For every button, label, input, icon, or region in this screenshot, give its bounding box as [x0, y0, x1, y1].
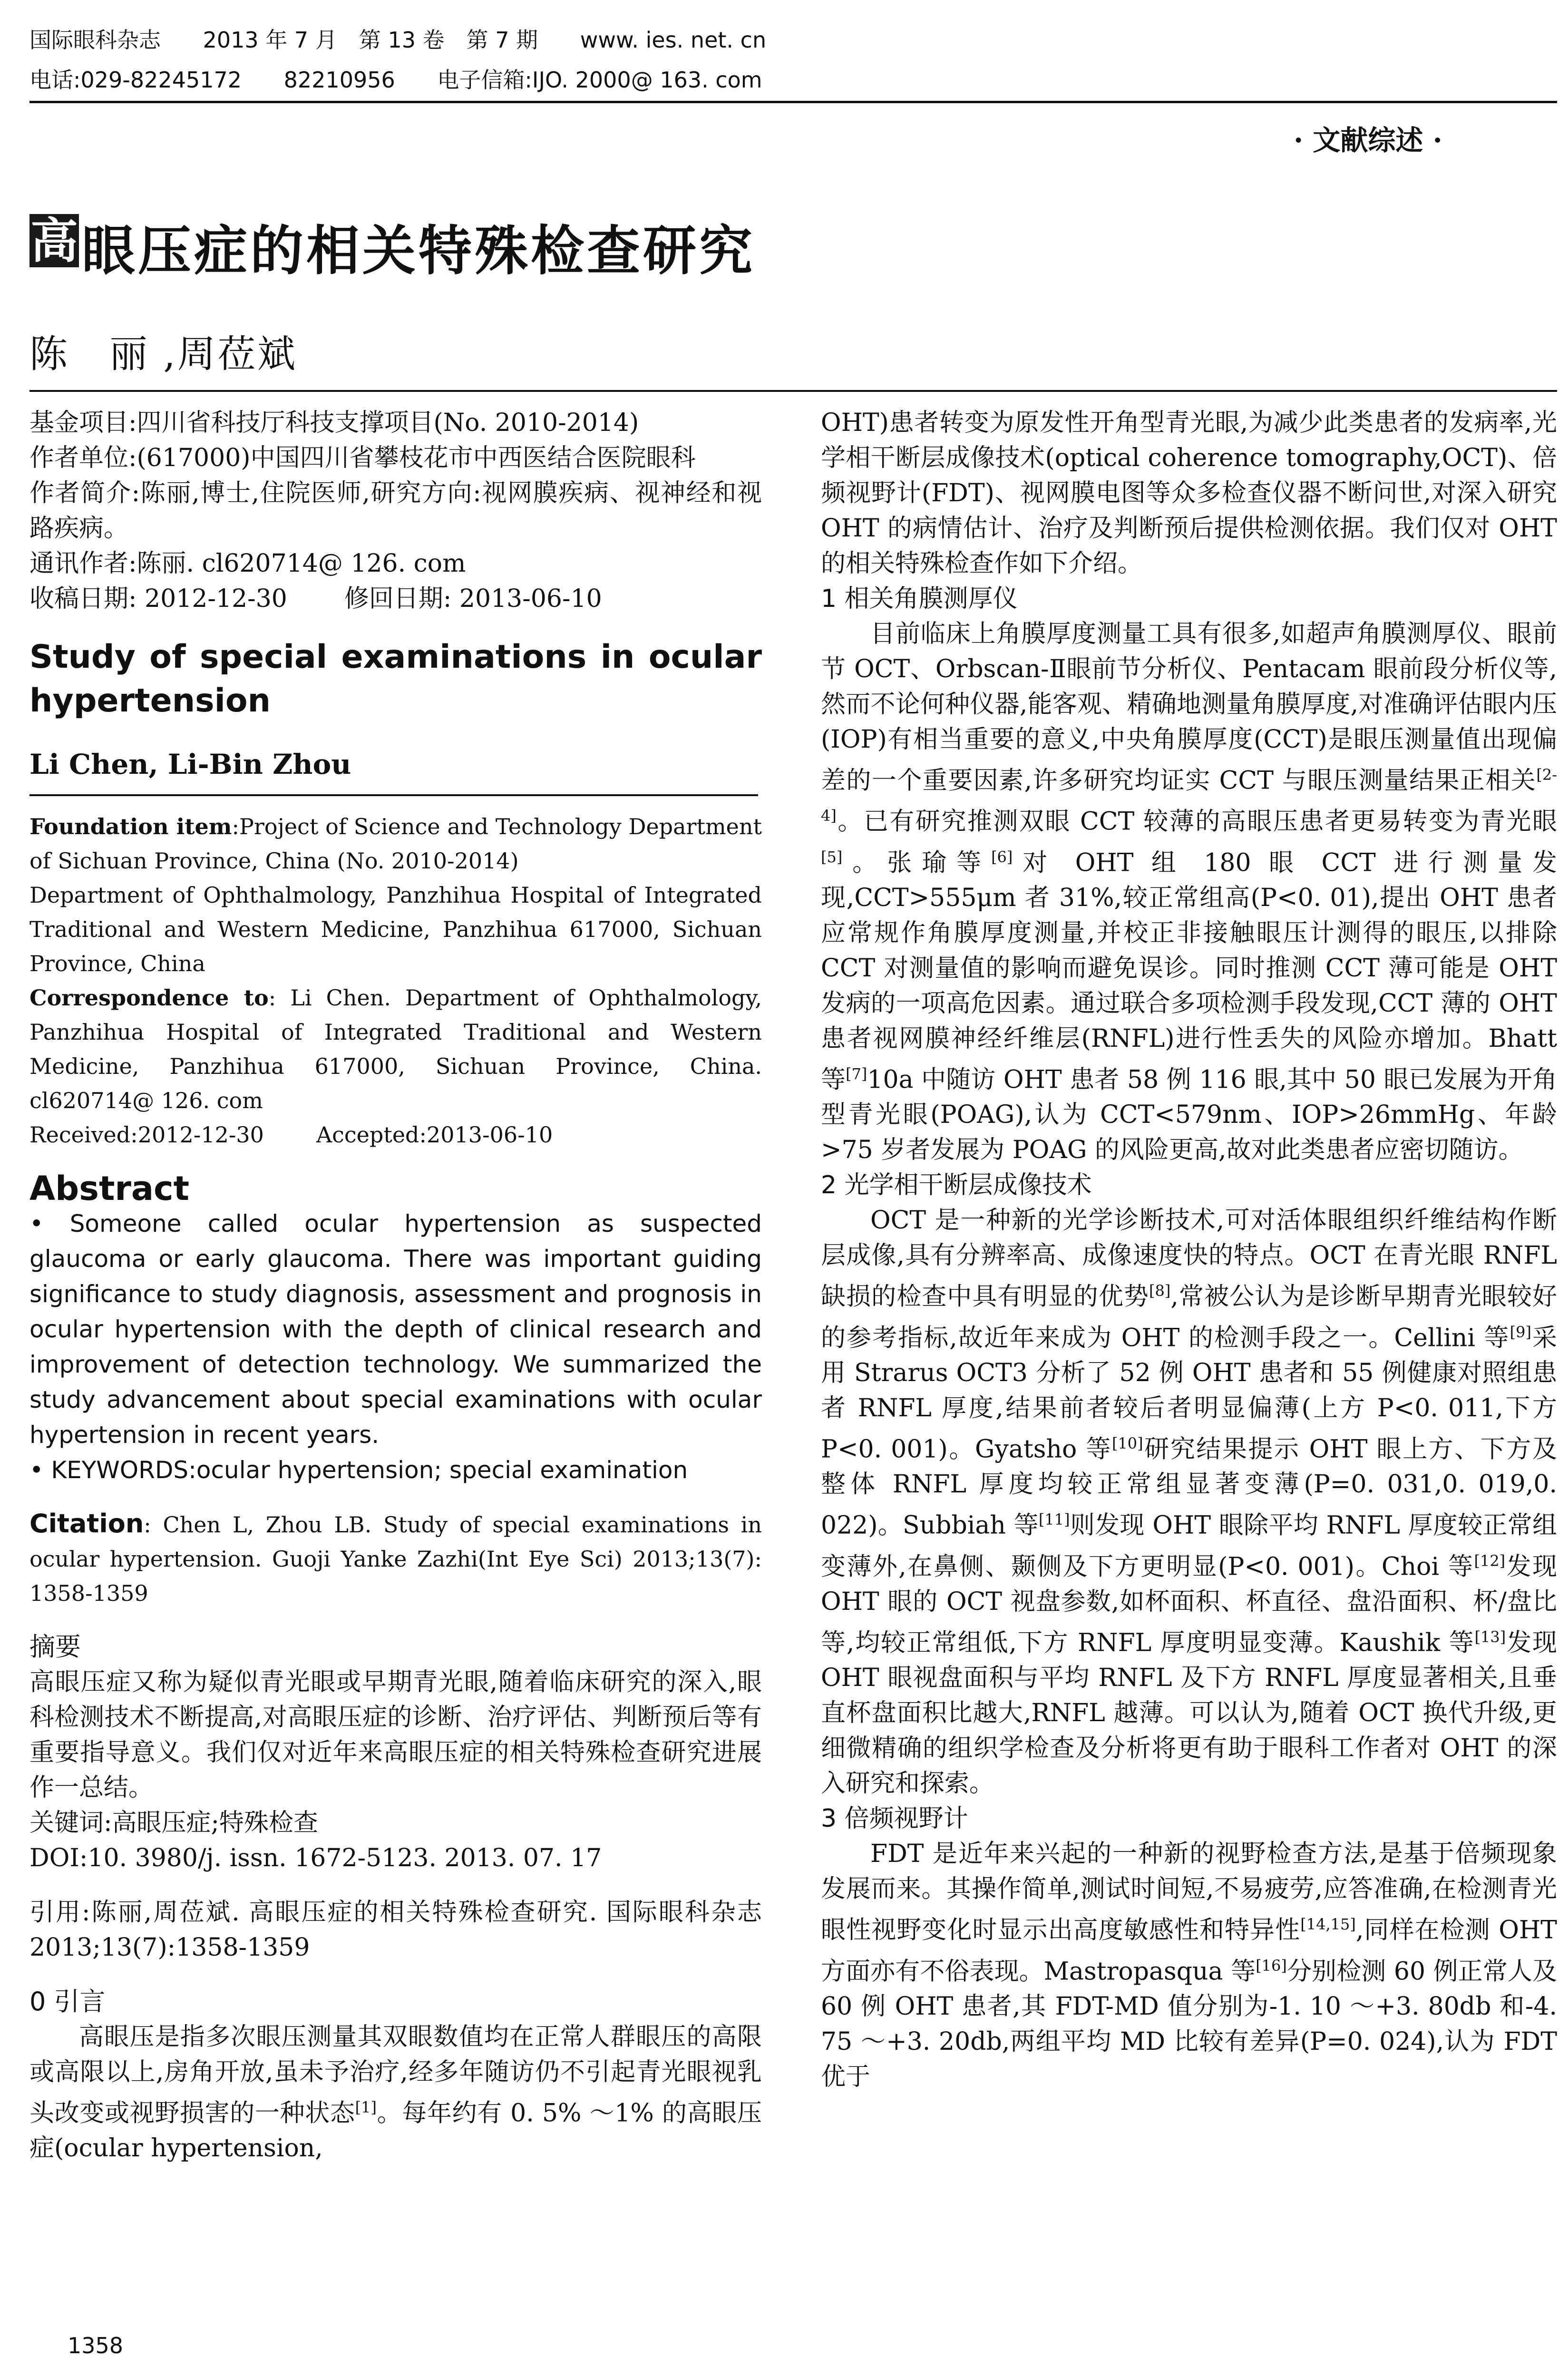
english-dates [29, 1118, 762, 1152]
sec2-text-b: ,常被公认为是诊断早期青光眼较好的参考指标,故近年来成为 OHT 的检测手段之一。Cellini 等 [821, 1282, 1557, 1352]
foundation-text: :Project of Science and Technology Department of Sichuan Province, China (No. 2010-2014) [29, 814, 762, 874]
title-rule [29, 390, 1557, 392]
title-first-char: 高 [30, 213, 78, 269]
english-rule [29, 794, 758, 796]
intro-text-a: 高眼压是指多次眼压测量其双眼数值均在正常人群眼压的高限或高限以上,房角开放,虽未予治疗,经多年随访仍不引起青光眼视乳头改变或视野损害的一种状态 [29, 2023, 762, 2128]
english-authors: Li Chen, Li-Bin Zhou [29, 748, 351, 780]
meta-bio: 作者简介:陈丽,博士,住院医师,研究方向:视网膜疾病、视神经和视路疾病。 [29, 479, 762, 543]
abstract-heading: Abstract [29, 1169, 190, 1208]
journal-header-line2 [29, 63, 798, 94]
sec3-paragraph [821, 1836, 1557, 2094]
cn-cite: 引用:陈丽,周莅斌. 高眼压症的相关特殊检查研究. 国际眼科杂志 2013;13(7):1358-1359 [29, 1898, 762, 1962]
doi: DOI:10. 3980/j. issn. 1672-5123. 2013. 07. 17 [29, 1844, 602, 1872]
correspondence-label: Correspondence to [29, 985, 269, 1011]
citation-text: : Chen L, Zhou LB. Study of special examinations in ocular hypertension. Guoji Yanke Zazhi(Int Eye Sci) 2013;13(7): 1358-1359 [29, 1512, 762, 1606]
foundation-label: Foundation item [29, 814, 232, 839]
correspondence-text: : Li Chen. Department of Ophthalmology, Panzhihua Hospital of Integrated Traditional and Western Medicine, Panzhihua 617000, Sichuan Province, China. cl620714@ 126. com [29, 985, 762, 1113]
page-number: 1358 [68, 2333, 124, 2358]
sec2-heading: 2 光学相干断层成像技术 [821, 1171, 1092, 1200]
section-tag: · 文献综述 · [1294, 124, 1442, 156]
intro-text-b: 。每年约有 0. 5% ～1% 的高眼压症(ocular hypertension, [29, 2099, 762, 2163]
english-department: Department of Ophthalmology, Panzhihua Hospital of Integrated Traditional and Western Medicine, Panzhihua 617000, Sichuan Province, China [29, 882, 762, 976]
sec2-text-f: 发现 OHT 眼的 OCT 视盘参数,如杯面积、杯直径、盘沿面积、杯/盘比等,均较正常组低,下方 RNFL 厚度明显变薄。Kaushik 等 [821, 1552, 1557, 1657]
cn-abstract-body: 高眼压症又称为疑似青光眼或早期青光眼,随着临床研究的深入,眼科检测技术不断提高,对高眼压症的诊断、治疗评估、判断预后等有重要指导意义。我们仅对近年来高眼压症的相关特殊检查研究进展作一总结。 [29, 1668, 762, 1802]
cn-abstract-heading: 摘要 [29, 1632, 81, 1662]
issue-info: 2013 年 7 月 第 13 卷 第 7 期 [203, 27, 538, 53]
meta-dates [29, 581, 762, 616]
ref-12: [12] [1474, 1551, 1506, 1570]
ref-8: [8] [1149, 1282, 1171, 1300]
abstract-keywords: • KEYWORDS:ocular hypertension; special examination [29, 1456, 688, 1484]
ref-11: [11] [1038, 1510, 1070, 1529]
english-accepted: Accepted:2013-06-10 [316, 1122, 553, 1148]
citation [29, 1507, 762, 1610]
intro-heading: 0 引言 [29, 1987, 106, 2017]
ref-6: [6] [991, 848, 1013, 866]
intro-continued: OHT)患者转变为原发性开角型青光眼,为减少此类患者的发病率,光学相干断层成像技术(optical coherence tomography,OCT)、倍频视野计(FDT)、视网膜电图等众多检查仪器不断问世,对深入研究 OHT 的病情估计、治疗及判断预后提供检测依据。我们仅对 OHT 的相关特殊检查作如下介绍。 [821, 409, 1557, 578]
meta-revised: 修回日期: 2013-06-10 [344, 585, 602, 613]
english-correspondence [29, 981, 762, 1118]
sec3-heading: 3 倍频视野计 [821, 1804, 968, 1833]
sec1-text-b: 。已有研究推测双眼 CCT 较薄的高眼压患者更易转变为青光眼 [836, 807, 1557, 836]
meta-foundation: 基金项目:四川省科技厅科技支撑项目(No. 2010-2014) [29, 409, 639, 437]
ref-14-15: [14,15] [1300, 1915, 1356, 1934]
sec3-text-b: ,同样在检测 OHT 方面亦有不俗表现。Mastropasqua 等 [821, 1916, 1557, 1986]
header-rule [29, 101, 1557, 103]
sec2-text-g: 发现 OHT 眼视盘面积与平均 RNFL 及下方 RNFL 厚度显著相关,且垂直杯盘面积比越大,RNFL 越薄。可以认为,随着 OCT 换代升级,更细微精确的组织学检查及分析将更有助于眼科工作者对 OHT 的深入研究和探索。 [821, 1628, 1557, 1798]
abstract-body: • Someone called ocular hypertension as suspected glaucoma or early glaucoma. There was important guiding significance to study diagnosis, assessment and prognosis in ocular hypertension with the depth of clinical research and improvement of detection technology. We summarized the study advancement about special examinations with ocular hypertension in recent years. [29, 1210, 762, 1449]
cn-keywords: 关键词:高眼压症;特殊检查 [29, 1809, 319, 1837]
english-foundation [29, 809, 762, 878]
sec3-text-c: 分别检测 60 例正常人及 60 例 OHT 患者,其 FDT-MD 值分别为-1. 10 ～+3. 80db 和-4. 75 ～+3. 20db,两组平均 MD 比较有差异(P=0. 024),认为 FDT 优于 [821, 1957, 1558, 2091]
ref-1: [1] [355, 2098, 377, 2116]
journal-name: 国际眼科杂志 [29, 27, 161, 53]
ref-5: [5] [821, 848, 843, 866]
journal-phone: 电话:029-82245172 [29, 67, 242, 93]
right-column [821, 405, 1557, 2094]
sec1-text-d: 对 OHT 组 180 眼 CCT 进行测量发现,CCT>555μm 者 31%,较正常组高(P<0. 01),提出 OHT 患者应常规作角膜厚度测量,并校正非接触眼压计测得的眼压,以排除 CCT 对测量值的影响而避免误诊。同时推测 CCT 薄可能是 OHT 发病的一项高危因素。通过联合多项检测手段发现,CCT 薄的 OHT 患者视网膜神经纤维层(RNFL)进行性丢失的风险亦增加。Bhatt 等 [821, 848, 1557, 1094]
ref-13: [13] [1474, 1627, 1506, 1646]
journal-website: www. ies. net. cn [580, 27, 767, 53]
sec1-paragraph [821, 616, 1557, 1168]
ref-9: [9] [1510, 1323, 1531, 1341]
meta-affiliation: 作者单位:(617000)中国四川省攀枝花市中西医结合医院眼科 [29, 444, 696, 472]
citation-label: Citation [29, 1509, 144, 1539]
journal-email: 电子信箱:IJO. 2000@ 163. com [437, 67, 762, 93]
meta-received: 收稿日期: 2012-12-30 [29, 585, 287, 613]
journal-header-line1 [29, 23, 801, 54]
ref-16: [16] [1256, 1956, 1287, 1975]
ref-7: [7] [846, 1064, 867, 1083]
journal-phone-2: 82210956 [283, 67, 395, 93]
page-title: 眼压症的相关特殊检查研究 [82, 220, 755, 282]
english-title: Study of special examinations in ocular hypertension [29, 638, 762, 720]
meta-correspondence: 通讯作者:陈丽. cl620714@ 126. com [29, 549, 466, 578]
ref-10: [10] [1111, 1434, 1143, 1452]
sec1-text-c: 。张瑜等 [842, 848, 992, 877]
sec2-paragraph [821, 1203, 1557, 1801]
intro-paragraph [29, 2019, 762, 2166]
sec2-text-e: 则发现 OHT 眼除平均 RNFL 厚度较正常组变薄外,在鼻侧、颞侧及下方更明显(P<0. 001)。Choi 等 [821, 1511, 1557, 1581]
sec2-text-d: 研究结果提示 OHT 眼上方、下方及整体 RNFL 厚度均较正常组显著变薄(P=0. 031,0. 019,0. 022)。Subbiah 等 [821, 1435, 1557, 1540]
sec2-text-c: 采用 Strarus OCT3 分析了 52 例 OHT 患者和 55 例健康对照组患者 RNFL 厚度,结果前者较后者明显偏薄(上方 P<0. 011,下方 P<0. 001)。Gyatsho 等 [821, 1323, 1557, 1464]
left-column [29, 405, 762, 2166]
english-received: Received:2012-12-30 [29, 1122, 264, 1148]
sec1-text-e: 10a 中随访 OHT 患者 58 例 116 眼,其中 50 眼已发展为开角型青光眼(POAG),认为 CCT<579nm、IOP>26mmHg、年龄>75 岁者发展为 POAG 的风险更高,故对此类患者应密切随访。 [821, 1065, 1557, 1165]
sec3-text-a: FDT 是近年来兴起的一种新的视野检查方法,是基于倍频现象发展而来。其操作简单,测试时间短,不易疲劳,应答准确,在检测青光眼性视野变化时显示出高度敏感性和特异性 [821, 1840, 1557, 1945]
sec2-text-a: OCT 是一种新的光学诊断技术,可对活体眼组织纤维结构作断层成像,具有分辨率高、成像速度快的特点。OCT 在青光眼 RNFL 缺损的检查中具有明显的优势 [821, 1206, 1557, 1311]
ref-2-4: [2-4] [821, 766, 1557, 825]
sec1-heading: 1 相关角膜测厚仪 [821, 585, 1018, 613]
authors: 陈 丽 ,周莅斌 [29, 332, 297, 376]
sec1-text-a: 目前临床上角膜厚度测量工具有很多,如超声角膜测厚仪、眼前节 OCT、Orbscan-Ⅱ眼前节分析仪、Pentacam 眼前段分析仪等,然而不论何种仪器,能客观、精确地测量角膜厚度,对准确评估眼内压(IOP)有相当重要的意义,中央角膜厚度(CCT)是眼压测量值出现偏差的一个重要因素,许多研究均证实 CCT 与眼压测量结果正相关 [821, 620, 1557, 795]
